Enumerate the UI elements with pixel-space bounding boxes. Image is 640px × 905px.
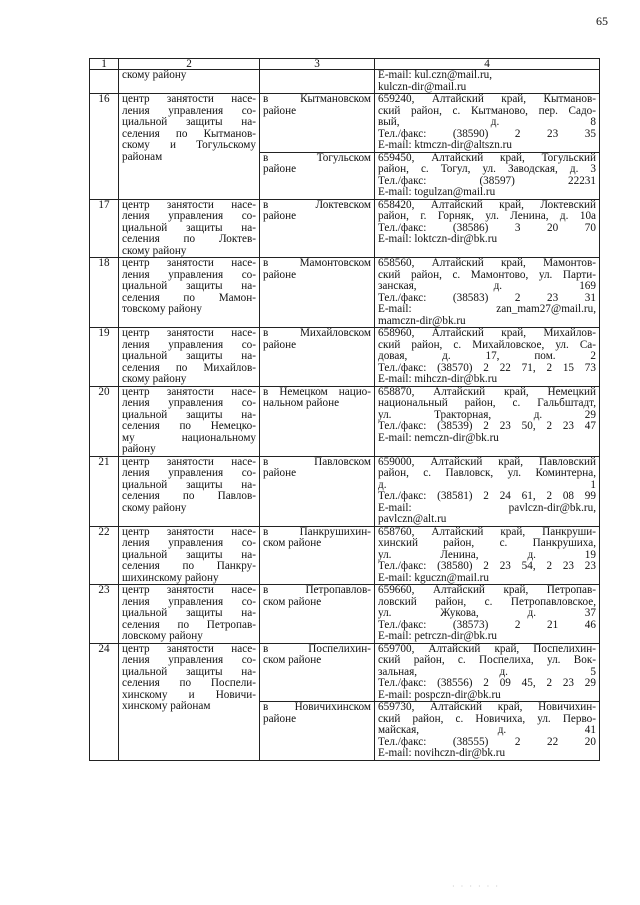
text-line: E-mail: kul.czn@mail.ru, <box>378 70 493 81</box>
text-line: районе <box>263 211 297 222</box>
text-line: 658560, Алтайский край, Мамонтов- <box>378 257 596 269</box>
text-line: ления управления со- <box>122 210 256 222</box>
text-line: район, с. Тогул, ул. Заводская, д. 3 <box>378 163 596 175</box>
row-number: 20 <box>90 386 119 456</box>
text-line: скому району <box>122 502 187 514</box>
text-line: селения по Павлов- <box>122 490 256 502</box>
contact-info <box>375 328 600 387</box>
text-line: скому и Тогульскому <box>122 139 256 151</box>
text-line: циальной защиты на- <box>122 280 256 292</box>
text-line: районе <box>263 713 297 725</box>
text-line: циальной защиты на- <box>122 607 256 619</box>
text-line: циальной защиты на- <box>122 350 256 362</box>
column-number-3: 3 <box>260 59 375 70</box>
text-line: ский район, с. Новичиха, ул. Перво- <box>378 712 596 725</box>
text-line: ском районе <box>263 538 322 549</box>
text-line: шихинскому району <box>122 572 219 584</box>
text-line: районе <box>263 339 297 351</box>
text-line: 659730, Алтайский край, Новичихин- <box>378 701 596 713</box>
district <box>260 199 375 258</box>
agency-name <box>119 94 260 200</box>
row-number: 22 <box>90 526 119 585</box>
text-line: в Петропавлов- <box>263 584 371 596</box>
text-line: ления управления со- <box>122 537 256 549</box>
text-line: район, г. Горняк, ул. Ленина, д. 10а <box>378 210 596 222</box>
contact-info <box>375 526 600 585</box>
text-line: центр занятости насе- <box>122 198 256 211</box>
text-line: центр занятости насе- <box>122 455 256 468</box>
text-line: ления управления со- <box>122 104 256 117</box>
district <box>260 328 375 387</box>
text-line: ловскому району <box>122 631 203 642</box>
text-line: селения по Петропав- <box>122 618 256 631</box>
text-line: 659660, Алтайский край, Петропав- <box>378 584 596 596</box>
text-line: ском районе <box>263 596 322 608</box>
text-line: д. 1 <box>378 478 596 491</box>
district <box>260 152 375 199</box>
agency-name <box>119 258 260 328</box>
text-line: ловский район, с. Петропавловское, <box>378 595 596 608</box>
text-line: kulczn-dir@mail.ru <box>378 81 467 93</box>
text-line: 658420, Алтайский край, Локтевский <box>378 198 596 211</box>
text-line: ления управления со- <box>122 338 256 351</box>
text-line: довая, д. 17, пом. 2 <box>378 350 596 362</box>
text-line: центр занятости насе- <box>122 642 256 655</box>
text-line: циальной защиты на- <box>122 408 256 421</box>
text-line: селения по Поспели- <box>122 677 256 689</box>
text-line: в Павловском <box>263 455 371 468</box>
text-line: селения по Панкру- <box>122 560 256 572</box>
text-line: E-mail: novihczn-dir@bk.ru <box>378 748 506 759</box>
table-row <box>90 94 600 153</box>
text-line: 659450, Алтайский край, Тогульский <box>378 151 596 164</box>
text-line: товскому району <box>122 304 202 315</box>
text-line: Тел./факс: (38539) 2 23 50, 2 23 47 <box>378 420 596 432</box>
text-line: E-mail: nemczn-dir@bk.ru <box>378 432 499 444</box>
text-line: селения по Михайлов- <box>122 361 256 374</box>
text-line: циальной защиты на- <box>122 478 256 491</box>
text-line: E-mail: pospczn-dir@bk.ru <box>378 689 501 701</box>
text-line: ский район, с. Мамонтово, ул. Парти- <box>378 268 596 281</box>
table-row <box>90 386 600 456</box>
table-row <box>90 328 600 387</box>
contact-info <box>375 258 600 328</box>
column-number-1: 1 <box>90 59 119 70</box>
contact-info <box>375 152 600 199</box>
agency-name <box>119 328 260 387</box>
agency-name <box>119 585 260 644</box>
text-line: в Мамонтовском <box>263 257 371 269</box>
text-line: в Тогульском <box>263 151 371 164</box>
text-line: селения по Мамон- <box>122 291 256 304</box>
text-line: Тел./факс: (38590) 2 23 35 <box>378 127 596 140</box>
column-number-4: 4 <box>375 59 600 70</box>
contact-info <box>375 386 600 456</box>
text-line: в Панкрушихин- <box>263 525 371 538</box>
text-line: в Новичихинском <box>263 701 371 713</box>
text-line: районе <box>263 269 297 281</box>
text-line: район, с. Павловск, ул. Коминтерна, <box>378 467 596 479</box>
text-line: в Михайловском <box>263 327 371 339</box>
text-line: ском районе <box>263 655 322 666</box>
text-line: майская, д. 41 <box>378 724 596 736</box>
agency-name <box>119 526 260 585</box>
text-line: Тел./факс: (38580) 2 23 54, 2 23 23 <box>378 560 596 572</box>
district <box>260 643 375 702</box>
table-row <box>90 199 600 258</box>
text-line: центр занятости насе- <box>122 385 256 398</box>
table-body <box>90 59 600 761</box>
text-line: E-mail: petrczn-dir@bk.ru <box>378 631 498 642</box>
text-line: 658760, Алтайский край, Панкруши- <box>378 525 596 538</box>
text-line: E-mail: mihczn-dir@bk.ru <box>378 374 498 385</box>
text-line: районе <box>263 468 297 479</box>
text-line: ул. Жукова, д. 37 <box>378 607 596 619</box>
text-line: E-mail: loktczn-dir@bk.ru <box>378 234 498 245</box>
text-line: ул. Тракторная, д. 29 <box>378 408 596 421</box>
text-line: 658870, Алтайский край, Немецкий <box>378 385 596 398</box>
text-line: в Поспелихин- <box>263 642 371 655</box>
text-line: циальной защиты на- <box>122 548 256 561</box>
text-line: национальный район, с. Гальбштадт, <box>378 397 596 409</box>
table-row <box>90 526 600 585</box>
text-line: селения по Немецко- <box>122 420 256 432</box>
agency-name <box>119 456 260 526</box>
text-line: в Локтевском <box>263 198 371 211</box>
text-line: mamczn-dir@bk.ru <box>378 315 466 327</box>
row-number: 16 <box>90 94 119 200</box>
district <box>260 258 375 328</box>
text-line: ления управления со- <box>122 654 256 666</box>
row-number: 24 <box>90 643 119 760</box>
text-line: Тел./факс: (38570) 2 22 71, 2 15 73 <box>378 361 596 374</box>
agencies-table <box>89 58 600 761</box>
text-line: E-mail: pavlczn-dir@bk.ru, <box>378 501 596 514</box>
text-line: ления управления со- <box>122 268 256 281</box>
text-line: му национальному <box>122 431 256 444</box>
row-number: 18 <box>90 258 119 328</box>
text-line: ления управления со- <box>122 467 256 479</box>
text-line: 659000, Алтайский край, Павловский <box>378 455 596 468</box>
text-line: ский район, с. Михайловское, ул. Са- <box>378 338 596 351</box>
row-number <box>90 70 119 94</box>
text-line: скому району <box>122 245 187 257</box>
text-line: центр занятости насе- <box>122 327 256 339</box>
text-line: Тел./факс: (38583) 2 23 31 <box>378 291 596 304</box>
text-line: E-mail: togulzan@mail.ru <box>378 187 496 198</box>
text-line: ский район, с. Поспелиха, ул. Вок- <box>378 654 596 666</box>
text-line: Тел./факс: (38581) 2 24 61, 2 08 99 <box>378 490 596 502</box>
district <box>260 702 375 761</box>
district <box>260 585 375 644</box>
contact-info <box>375 456 600 526</box>
table-row <box>90 456 600 526</box>
text-line: зальная, д. 5 <box>378 665 596 678</box>
contact-info <box>375 643 600 702</box>
text-line: Тел./факс: (38556) 2 09 45, 2 23 29 <box>378 677 596 689</box>
contact-info <box>375 94 600 153</box>
text-line: pavlczn@alt.ru <box>378 514 447 525</box>
text-line: центр занятости насе- <box>122 93 256 105</box>
continuation-row <box>90 70 600 94</box>
text-line: селения по Кытманов- <box>122 127 256 140</box>
text-line: циальной защиты на- <box>122 665 256 678</box>
text-line: районе <box>263 164 297 175</box>
text-line: центр занятости насе- <box>122 257 256 269</box>
contact-info <box>375 199 600 258</box>
scan-artifact: · · · · · · <box>452 882 500 891</box>
text-line: нальном районе <box>263 398 340 409</box>
text-line: селения по Локтев- <box>122 233 256 245</box>
agency-name <box>119 386 260 456</box>
text-line: Тел./факс: (38555) 2 22 20 <box>378 735 596 748</box>
text-line: 658960, Алтайский край, Михайлов- <box>378 327 596 339</box>
header-row <box>90 59 600 70</box>
text-line: хинскому и Новичи- <box>122 688 256 701</box>
text-line: E-mail: ktmczn-dir@altszn.ru <box>378 140 512 151</box>
contact-info <box>375 70 600 94</box>
text-line: занская, д. 169 <box>378 280 596 292</box>
text-line: центр занятости насе- <box>122 584 256 596</box>
text-line: 659240, Алтайский край, Кытманов- <box>378 93 596 105</box>
row-number: 17 <box>90 199 119 258</box>
text-line: в Кытмановском <box>263 93 371 105</box>
text-line: ский район, с. Кытманово, пер. Садо- <box>378 104 596 117</box>
contact-info <box>375 585 600 644</box>
table-row <box>90 585 600 644</box>
text-line: районе <box>263 105 297 117</box>
text-line: ул. Ленина, д. 19 <box>378 548 596 561</box>
row-number: 19 <box>90 328 119 387</box>
text-line: Тел./факс: (38586) 3 20 70 <box>378 221 596 234</box>
text-line: скому району <box>122 70 187 81</box>
text-line: хинскому районам <box>122 701 211 712</box>
row-number: 23 <box>90 585 119 644</box>
table-row <box>90 258 600 328</box>
row-number: 21 <box>90 456 119 526</box>
text-line: Тел./факс: (38597) 22231 <box>378 174 596 187</box>
page-number: 65 <box>596 14 608 28</box>
district <box>260 94 375 153</box>
agency-name <box>119 70 260 94</box>
text-line: циальной защиты на- <box>122 221 256 234</box>
district <box>260 70 375 94</box>
district <box>260 526 375 585</box>
text-line: районам <box>122 151 163 163</box>
text-line: Тел./факс: (38573) 2 21 46 <box>378 618 596 631</box>
text-line: вый, д. 8 <box>378 116 596 128</box>
text-line: циальной защиты на- <box>122 116 256 128</box>
text-line: 659700, Алтайский край, Поспелихин- <box>378 642 596 655</box>
contact-info <box>375 702 600 761</box>
district <box>260 456 375 526</box>
text-line: хинский район, с. Панкрушиха, <box>378 537 596 549</box>
agency-name <box>119 643 260 760</box>
table-row <box>90 643 600 702</box>
district <box>260 386 375 456</box>
text-line: скому району <box>122 374 187 385</box>
text-line: в Немецком нацио- <box>263 385 371 398</box>
text-line: E-mail: kguczn@mail.ru <box>378 572 489 584</box>
column-number-2: 2 <box>119 59 260 70</box>
text-line: ления управления со- <box>122 397 256 409</box>
text-line: центр занятости насе- <box>122 525 256 538</box>
text-line: E-mail: zan_mam27@mail.ru, <box>378 303 596 315</box>
text-line: ления управления со- <box>122 595 256 608</box>
text-line: району <box>122 444 156 455</box>
agency-name <box>119 199 260 258</box>
